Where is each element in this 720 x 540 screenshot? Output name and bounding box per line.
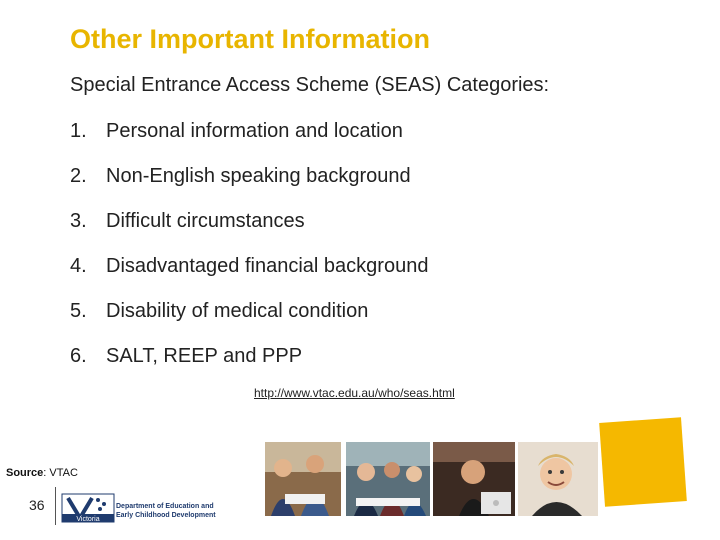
- list-item: [70, 251, 428, 296]
- seas-categories-list: [70, 116, 428, 386]
- list-item-number: 3.: [70, 210, 87, 232]
- department-line-2: Early Childhood Development: [116, 512, 216, 519]
- department-name: [116, 502, 216, 520]
- list-item-number: 6.: [70, 345, 87, 367]
- department-line-1: Department of Education and: [116, 503, 214, 510]
- list-item: [70, 341, 428, 386]
- slide-title: Other Important Information: [70, 24, 430, 54]
- list-item-number: 4.: [70, 255, 87, 277]
- list-item-text: Personal information and location: [106, 120, 403, 142]
- list-item-number: 1.: [70, 120, 87, 142]
- list-item: [70, 296, 428, 341]
- list-item-text: Disability of medical condition: [106, 300, 369, 322]
- list-item-number: 5.: [70, 300, 87, 322]
- accent-square: [599, 417, 687, 507]
- source-label: Source: [6, 467, 44, 479]
- students-photo-2: [346, 442, 430, 516]
- list-item-text: Disadvantaged financial background: [106, 255, 429, 277]
- page-number: 36: [29, 497, 45, 513]
- students-photo-3: [433, 442, 515, 516]
- source-value: : VTAC: [43, 467, 78, 479]
- students-photo-1: [265, 442, 341, 516]
- list-item: [70, 116, 428, 161]
- list-item: [70, 206, 428, 251]
- list-item-text: Difficult circumstances: [106, 210, 305, 232]
- list-item-text: Non-English speaking background: [106, 165, 411, 187]
- slide-subtitle: Special Entrance Access Scheme (SEAS) Categories:: [70, 74, 550, 96]
- list-item-number: 2.: [70, 165, 87, 187]
- list-item: [70, 161, 428, 206]
- logo-text: Victoria: [76, 516, 100, 523]
- list-item-text: SALT, REEP and PPP: [106, 345, 303, 367]
- seas-link[interactable]: http://www.vtac.edu.au/who/seas.html: [254, 386, 455, 400]
- student-photo-4: [518, 442, 598, 516]
- source-note: [6, 467, 78, 479]
